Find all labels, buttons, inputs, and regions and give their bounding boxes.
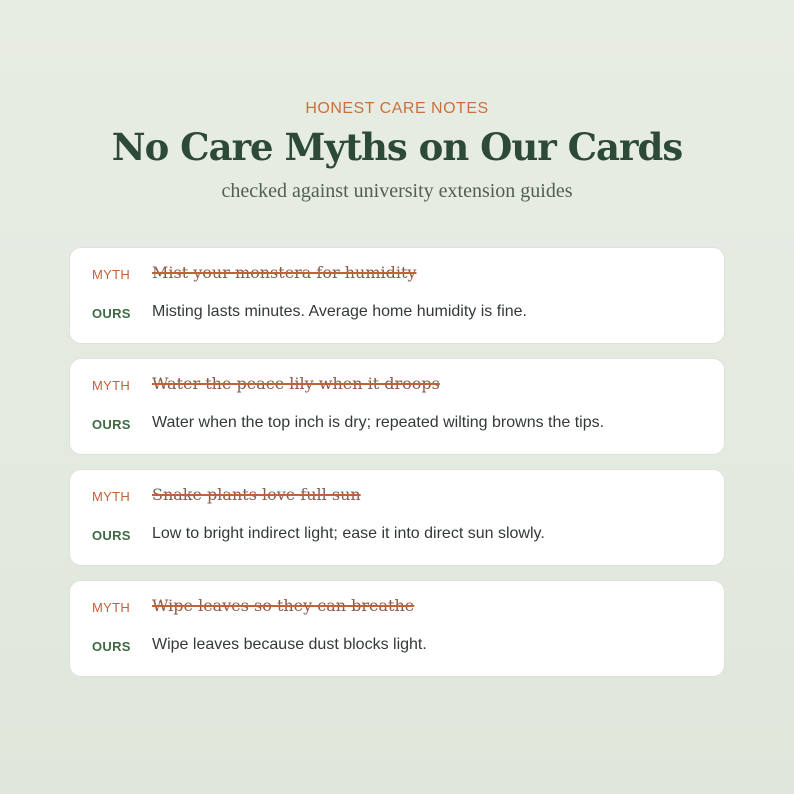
ours-statement: Wipe leaves because dust blocks light.	[152, 636, 427, 653]
myth-tag: MYTH	[92, 267, 131, 282]
myth-tag: MYTH	[92, 600, 131, 615]
myth-cards-list	[69, 247, 725, 691]
page-subtitle: checked against university extension guides	[221, 180, 573, 202]
myth-statement: Water the peace lily when it droops	[152, 374, 440, 393]
ours-tag: OURS	[92, 639, 131, 654]
ours-statement: Water when the top inch is dry; repeated wilting browns the tips.	[152, 414, 605, 431]
myth-tag: MYTH	[92, 378, 131, 393]
myth-statement: Mist your monstera for humidity	[152, 263, 417, 282]
ours-tag: OURS	[92, 528, 131, 543]
ours-tag: OURS	[92, 306, 131, 321]
ours-statement: Low to bright indirect light; ease it into direct sun slowly.	[152, 525, 545, 542]
ours-tag: OURS	[92, 417, 131, 432]
myth-tag: MYTH	[92, 489, 131, 504]
myth-card	[69, 247, 725, 344]
myth-statement: Snake plants love full sun	[152, 485, 361, 504]
myth-card	[69, 358, 725, 455]
kicker-label: HONEST CARE NOTES	[305, 100, 489, 117]
myth-card	[69, 580, 725, 677]
page-title: No Care Myths on Our Cards	[111, 125, 683, 169]
myth-statement: Wipe leaves so they can breathe	[152, 596, 415, 615]
ours-statement: Misting lasts minutes. Average home humidity is fine.	[152, 303, 527, 320]
myth-card	[69, 469, 725, 566]
